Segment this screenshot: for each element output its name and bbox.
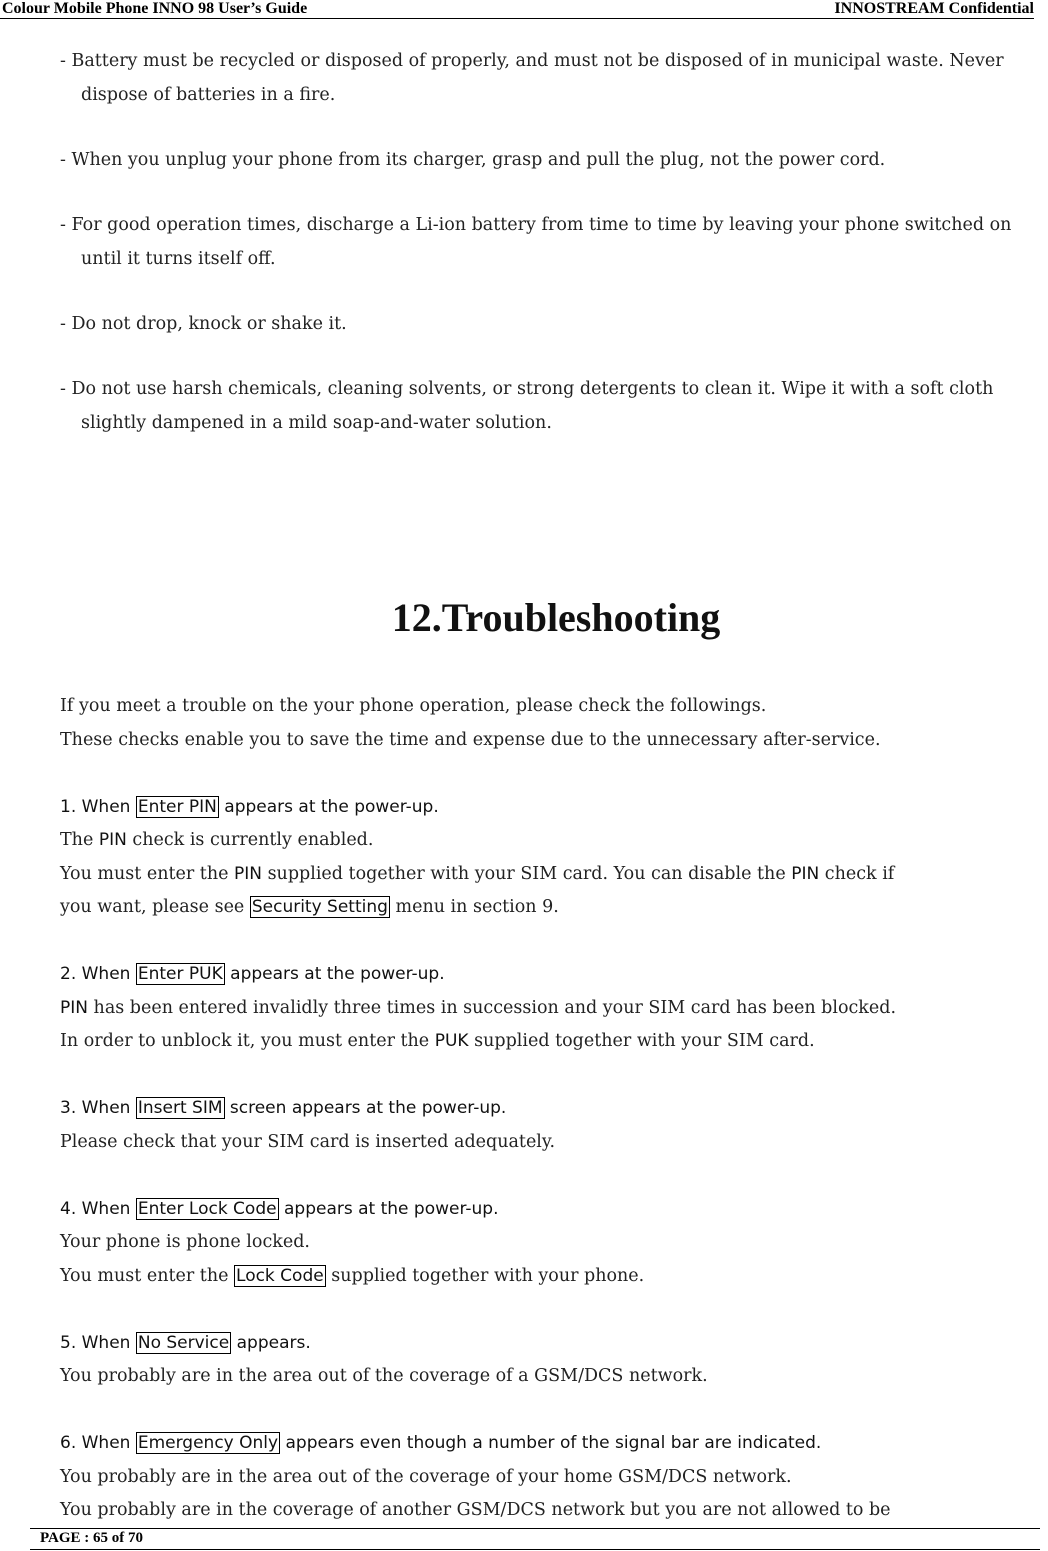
item-1-line: you want, please see Security Setting menu in section 9. <box>60 897 559 917</box>
item-5-heading: 5. When No Service appears. <box>60 1332 311 1353</box>
security-setting-label: Security Setting <box>251 897 388 917</box>
item-2-heading: 2. When Enter PUK appears at the power-up. <box>60 964 445 984</box>
no-service-label: No Service <box>137 1332 230 1353</box>
item-5-line: You probably are in the area out of the coverage of a GSM/DCS network. <box>60 1366 708 1386</box>
page-number: PAGE : 65 of 70 <box>40 1530 144 1546</box>
enter-puk-label: Enter PUK <box>137 964 223 984</box>
enter-lock-code-label: Enter Lock Code <box>137 1198 277 1219</box>
enter-pin-label: Enter PIN <box>137 796 217 817</box>
intro-line: If you meet a trouble on the your phone operation, please check the followings. <box>60 696 767 716</box>
header-guide-title: Colour Mobile Phone INNO 98 User’s Guide <box>2 0 308 17</box>
troubleshooting-body <box>60 690 1030 1528</box>
item-1-heading: 1. When Enter PIN appears at the power-up. <box>60 796 439 817</box>
item-3-line: Please check that your SIM card is inserted adequately. <box>60 1131 556 1152</box>
item-2-line: PIN has been entered invalidly three times in succession and your SIM card has been blocked. <box>60 997 897 1018</box>
header-confidential: INNOSTREAM Confidential <box>834 0 1034 17</box>
item-1-line: You must enter the PIN supplied together with your SIM card. You can disable the PIN check if <box>60 863 895 884</box>
item-6-line: You probably are in the area out of the coverage of your home GSM/DCS network. <box>60 1466 792 1487</box>
insert-sim-label: Insert SIM <box>137 1098 223 1118</box>
list-item: - When you unplug your phone from its charger, grasp and pull the plug, not the power cord. <box>60 150 886 170</box>
page-header <box>0 0 1034 19</box>
list-item: - Battery must be recycled or disposed of properly, and must not be disposed of in municipal waste. Never dispose of batteries in a fire. <box>60 51 1004 105</box>
emergency-only-label: Emergency Only <box>137 1433 279 1453</box>
item-4-heading: 4. When Enter Lock Code appears at the power-up. <box>60 1198 499 1219</box>
page-footer <box>30 1528 1040 1550</box>
item-6-heading: 6. When Emergency Only appears even though a number of the signal bar are indicated. <box>60 1433 822 1453</box>
intro-line: These checks enable you to save the time and expense due to the unnecessary after-service. <box>60 729 881 750</box>
list-item: - For good operation times, discharge a Li-ion battery from time to time by leaving your phone switched on until it turns itself off. <box>60 215 1012 269</box>
battery-care-list <box>60 44 1030 471</box>
item-2-line: In order to unblock it, you must enter the PUK supplied together with your SIM card. <box>60 1031 815 1051</box>
item-4-line: Your phone is phone locked. <box>60 1232 310 1252</box>
list-item: - Do not use harsh chemicals, cleaning solvents, or strong detergents to clean it. Wipe it with a soft cloth slightly dampened in a mild soap-and-water solution. <box>60 379 994 433</box>
item-1-line: The PIN check is currently enabled. <box>60 830 374 850</box>
item-6-line: You probably are in the coverage of another GSM/DCS network but you are not allowed to be <box>60 1500 891 1520</box>
item-3-heading: 3. When Insert SIM screen appears at the power-up. <box>60 1098 507 1118</box>
item-4-line: You must enter the Lock Code supplied together with your phone. <box>60 1265 645 1286</box>
section-title: 12.Troubleshooting <box>391 595 721 640</box>
lock-code-label: Lock Code <box>236 1265 324 1286</box>
list-item: - Do not drop, knock or shake it. <box>60 314 347 334</box>
